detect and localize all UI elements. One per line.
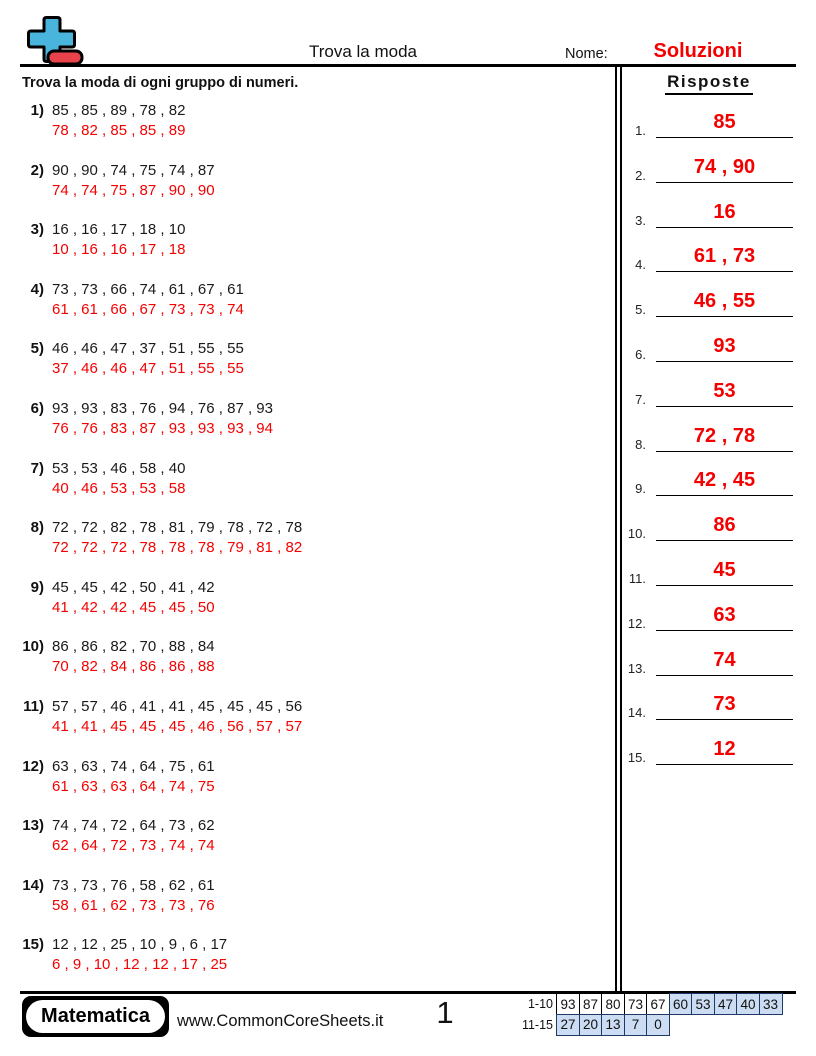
answer-blank-line [656,287,793,317]
answer-row [622,422,796,452]
answer-value: 42 , 45 [693,469,756,492]
score-cell: 60 [669,993,693,1015]
answer-number: 13. [627,660,646,676]
problem-sorted-values: 61 , 63 , 63 , 64 , 74 , 75 [52,777,215,795]
problem-number: 14) [22,876,44,894]
problem-row [20,637,600,677]
problem-sorted-values: 62 , 64 , 72 , 73 , 74 , 74 [52,837,215,855]
brand-badge [22,996,169,1037]
score-row-label: 11-15 [521,1017,553,1032]
problem-row [20,578,600,618]
problem-body [52,280,244,320]
answer-blank-line [656,108,793,138]
solutions-label: Soluzioni [653,40,743,62]
answer-row [622,287,796,317]
page-number: 1 [436,995,454,1030]
problem-sorted-values: 6 , 9 , 10 , 12 , 12 , 17 , 25 [52,956,228,974]
problem-values: 46 , 46 , 47 , 37 , 51 , 55 , 55 [52,340,244,358]
score-cell: 20 [579,1014,603,1036]
answer-blank-line [656,556,793,586]
answer-number: 9. [635,481,646,497]
problem-body [52,816,215,856]
problem-row [20,220,600,260]
answer-blank-line [656,377,793,407]
answer-blank-line [656,332,793,362]
problem-number: 7) [30,459,44,477]
answer-value: 53 [713,379,736,402]
answer-value: 16 [713,200,736,223]
score-cell: 33 [759,993,783,1015]
problem-row [20,757,600,797]
answer-number: 11. [628,571,646,586]
answer-row [622,377,796,407]
problem-body [52,876,215,916]
problem-row [20,697,600,737]
problem-row [20,280,600,320]
score-row [518,1014,783,1036]
answer-blank-line [656,198,793,228]
problem-body [52,935,227,975]
answer-number: 1. [635,123,646,138]
answers-header-label: Risposte [665,72,753,95]
answer-value: 86 [713,514,736,537]
problem-values: 90 , 90 , 74 , 75 , 74 , 87 [52,161,215,179]
problem-row [20,459,600,499]
answer-number: 7. [635,391,646,407]
problem-values: 93 , 93 , 83 , 76 , 94 , 76 , 87 , 93 [52,399,273,417]
answer-row [622,108,796,138]
score-cell: 13 [601,1014,625,1036]
answer-number: 10. [627,526,646,542]
score-row [518,993,783,1015]
score-table [518,993,783,1034]
problem-row [20,518,600,558]
problem-sorted-values: 70 , 82 , 84 , 86 , 86 , 88 [52,658,215,676]
answer-value: 45 [713,559,736,581]
answer-number: 3. [635,212,646,228]
problem-sorted-values: 40 , 46 , 53 , 53 , 58 [52,479,186,497]
answer-value: 74 , 90 [693,155,756,178]
score-cell: 27 [556,1014,580,1036]
answer-blank-line [656,511,793,541]
problem-number: 15) [22,936,44,954]
answer-value: 93 [713,335,736,357]
problem-values: 53 , 53 , 46 , 58 , 40 [52,459,186,477]
answer-number: 12. [627,615,646,631]
problem-sorted-values: 76 , 76 , 83 , 87 , 93 , 93 , 93 , 94 [52,419,273,437]
answer-number: 8. [635,436,646,452]
problem-sorted-values: 74 , 74 , 75 , 87 , 90 , 90 [52,181,215,199]
problem-number: 12) [22,757,44,775]
problem-number: 10) [22,638,44,656]
problem-values: 57 , 57 , 46 , 41 , 41 , 45 , 45 , 45 , 56 [52,697,303,715]
answer-value: 74 [713,648,736,671]
problem-number: 2) [30,161,44,179]
score-cell: 7 [624,1014,648,1036]
problem-number: 11) [23,697,44,715]
problem-values: 16 , 16 , 17 , 18 , 10 [52,221,186,239]
problem-number: 6) [30,399,44,417]
answer-row [622,690,796,720]
answer-row [622,735,796,765]
problem-row [20,101,600,141]
problem-body [52,399,273,439]
problem-values: 63 , 63 , 74 , 64 , 75 , 61 [52,757,215,775]
answer-value: 72 , 78 [693,424,756,447]
answer-row [622,198,796,228]
problem-sorted-values: 72 , 72 , 72 , 78 , 78 , 78 , 79 , 81 , 82 [52,539,303,557]
problem-values: 45 , 45 , 42 , 50 , 41 , 42 [52,578,215,596]
problem-body [52,757,215,797]
answer-value: 12 [713,738,736,761]
answer-blank-line [656,242,793,272]
answer-blank-line [656,153,793,183]
score-cell: 93 [556,993,580,1015]
answer-row [622,153,796,183]
problem-values: 73 , 73 , 76 , 58 , 62 , 61 [52,876,215,894]
problem-values: 74 , 74 , 72 , 64 , 73 , 62 [52,817,215,835]
answer-value: 73 [713,693,736,716]
score-cell: 73 [624,993,648,1015]
problem-number: 1) [30,102,44,119]
score-cell: 47 [714,993,738,1015]
answer-row [622,511,796,541]
problem-body [52,518,302,558]
problem-body [52,578,215,618]
score-cells [556,1014,670,1036]
answer-blank-line [656,735,793,765]
problem-body [52,339,244,379]
score-cell: 0 [646,1014,670,1036]
problem-values: 72 , 72 , 82 , 78 , 81 , 79 , 78 , 72 , 78 [52,519,303,537]
problem-row [20,935,600,975]
problem-number: 5) [30,340,44,358]
problem-body [52,459,185,499]
answer-blank-line [656,466,793,496]
answer-number: 5. [635,302,646,318]
answer-value: 63 [713,603,736,626]
answer-number: 4. [635,257,646,273]
problem-number: 4) [30,280,44,298]
problem-body [52,220,185,260]
problem-number: 8) [30,519,44,537]
score-cell: 53 [691,993,715,1015]
answer-blank-line [656,601,793,631]
answer-number: 14. [627,705,646,721]
problem-sorted-values: 78 , 82 , 85 , 85 , 89 [52,122,186,139]
website-text: www.CommonCoreSheets.it [177,1012,384,1030]
problem-sorted-values: 41 , 42 , 42 , 45 , 45 , 50 [52,598,215,616]
problem-body [52,101,185,141]
answer-blank-line [656,690,793,720]
score-cell: 67 [646,993,670,1015]
problem-list [20,101,600,995]
answers-header [622,72,796,95]
problem-row [20,161,600,201]
problem-number: 3) [30,221,44,239]
answer-row [622,601,796,631]
answer-value: 85 [713,111,736,133]
score-cell: 87 [579,993,603,1015]
answer-value: 46 , 55 [693,290,756,313]
answer-blank-line [656,646,793,676]
problem-sorted-values: 61 , 61 , 66 , 67 , 73 , 73 , 74 [52,300,244,318]
problem-row [20,339,600,379]
problem-row [20,399,600,439]
problem-values: 73 , 73 , 66 , 74 , 61 , 67 , 61 [52,280,244,298]
problem-values: 85 , 85 , 89 , 78 , 82 [52,102,186,119]
problem-number: 13) [22,817,44,835]
problem-sorted-values: 10 , 16 , 16 , 17 , 18 [52,241,186,259]
problem-number: 9) [30,578,44,596]
answer-blank-line [656,422,793,452]
answer-row [622,646,796,676]
instruction-text: Trova la moda di ogni gruppo di numeri. [22,75,299,91]
answer-number: 2. [635,167,646,183]
problem-row [20,816,600,856]
score-cells [556,993,783,1015]
score-cell: 80 [601,993,625,1015]
answer-value: 61 , 73 [693,245,756,268]
problem-sorted-values: 41 , 41 , 45 , 45 , 45 , 46 , 56 , 57 , 57 [52,717,303,735]
answer-row [622,556,796,586]
problem-sorted-values: 58 , 61 , 62 , 73 , 73 , 76 [52,896,215,914]
name-label: Nome: [565,46,608,62]
page-title: Trova la moda [308,42,418,61]
problem-body [52,161,215,201]
problem-body [52,637,215,677]
score-cell: 40 [736,993,760,1015]
score-row-label: 1-10 [527,997,553,1011]
brand-label: Matematica [26,1000,165,1033]
header-divider [20,64,796,67]
problem-body [52,697,302,737]
answer-number: 6. [635,347,646,362]
answer-number: 15. [627,750,646,766]
column-separator [615,67,622,993]
answer-row [622,332,796,362]
problem-values: 12 , 12 , 25 , 10 , 9 , 6 , 17 [52,936,228,954]
answer-row [622,242,796,272]
problem-values: 86 , 86 , 82 , 70 , 88 , 84 [52,638,215,656]
problem-sorted-values: 37 , 46 , 46 , 47 , 51 , 55 , 55 [52,360,244,378]
answer-row [622,466,796,496]
problem-row [20,876,600,916]
